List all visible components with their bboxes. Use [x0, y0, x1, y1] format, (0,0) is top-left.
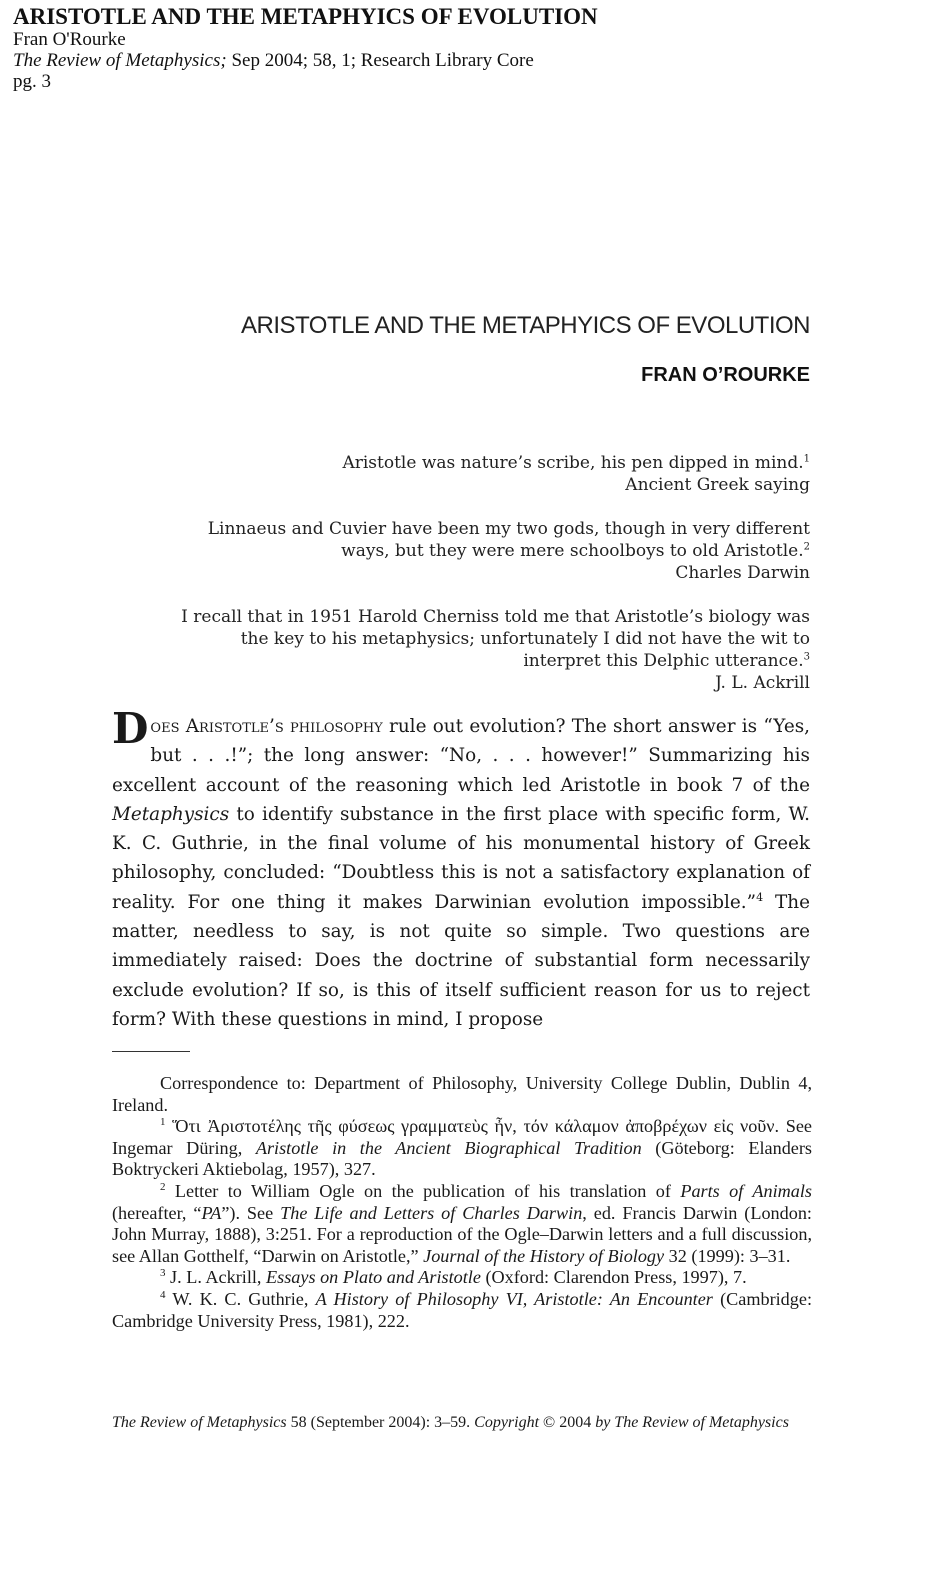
header-citation [13, 50, 598, 71]
header-title: ARISTOTLE AND THE METAPHYICS OF EVOLUTION [13, 4, 598, 29]
epigraph-2 [112, 518, 810, 584]
footnotes [112, 1073, 812, 1332]
small-caps-opening: oes Aristotle’s philosophy [150, 716, 383, 737]
footnote-correspondence: Correspondence to: Department of Philosophy, University College Dublin, Dublin 4, Ireland. [112, 1073, 812, 1115]
header-page: pg. 3 [13, 71, 51, 92]
footnote-1: $^1$ Ὅτι Ἀριστοτέλης τῆς φύσεως γραμματεὺς ἦν, τόν κάλαμον ἀποβρέχων εἰς νοῦν. See Ingemar Düring, Aristotle in the Ancient Biographical Tradition (Göteborg: Elanders Boktryckeri Aktiebolag, 1957), 327. [112, 1116, 812, 1180]
drop-cap: D [112, 704, 149, 753]
footnote-2: $^2$ Letter to William Ogle on the publication of his translation of Parts of Animals (hereafter, “PA”). See The Life and Letters of Charles Darwin, ed. Francis Darwin (London: John Murray, 1888), 3:251. For a reproduction of the Ogle–Darwin letters and a full discussion, see Allan Gotthelf, “Darwin on Aristotle,” Journal of the History of Biology 32 (1999): 3–31. [112, 1180, 812, 1266]
epigraph-line: I recall that in 1951 Harold Cherniss told me that Aristotle’s biology was [181, 607, 810, 627]
epigraph-attribution: Charles Darwin [675, 563, 810, 583]
database-header [13, 4, 598, 92]
article-author: FRAN O’ROURKE [641, 364, 810, 386]
epigraph-attribution: J. L. Ackrill [715, 673, 810, 693]
footnote-ref[interactable]: 4 [756, 890, 764, 904]
header-author: Fran O'Rourke [13, 29, 126, 50]
body-paragraph: Does Aristotle’s philosophy rule out evolution? The short answer is “Yes, but . . .!”; the long answer: “No, . . . however!” Summarizing his excellent account of the reasoning which led Aristotle in book 7 of the Metaphysics to identify substance in the first place with specific form, W. K. C. Guthrie, in the final volume of his monumental history of Greek philosophy, concluded: “Doubtless this is not a satisfactory explanation of reality. For one thing it makes Darwinian evolution impossible.”$^4$ The matter, needless to say, is not quite so simple. Two questions are immediately raised: Does the doctrine of substantial form necessarily exclude evolution? If so, is this of itself sufficient reason for us to reject form? With these questions in mind, I propose [112, 704, 810, 1030]
epigraph-line: Aristotle was nature’s scribe, his pen dipped in mind.$^1$ [342, 453, 810, 473]
header-journal: The Review of Metaphysics; [13, 50, 227, 71]
epigraph-1 [112, 452, 810, 496]
footnote-divider [112, 1051, 190, 1052]
epigraph-line: interpret this Delphic utterance.$^3$ [523, 651, 810, 671]
epigraph-line: the key to his metaphysics; unfortunately I did not have the wit to [240, 629, 810, 649]
epigraph-line: ways, but they were mere schoolboys to old Aristotle.$^2$ [341, 541, 810, 561]
epigraph-3 [112, 606, 810, 694]
article-title: ARISTOTLE AND THE METAPHYICS OF EVOLUTION [241, 312, 810, 339]
footer-journal: The Review of Metaphysics [112, 1414, 287, 1431]
epigraph-attribution: Ancient Greek saying [625, 475, 810, 495]
header-citation-details: Sep 2004; 58, 1; Research Library Core [226, 50, 534, 71]
footnote-4: $^4$ W. K. C. Guthrie, A History of Philosophy VI, Aristotle: An Encounter (Cambridge: Cambridge University Press, 1981), 222. [112, 1288, 812, 1331]
page-footer: The Review of Metaphysics 58 (September 2004): 3–59. Copyright © 2004 by The Review of Metaphysics [112, 1414, 789, 1431]
epigraph-line: Linnaeus and Cuvier have been my two gods, though in very different [207, 519, 810, 539]
footnote-3: $^3$ J. L. Ackrill, Essays on Plato and Aristotle (Oxford: Clarendon Press, 1997), 7. [160, 1267, 747, 1288]
